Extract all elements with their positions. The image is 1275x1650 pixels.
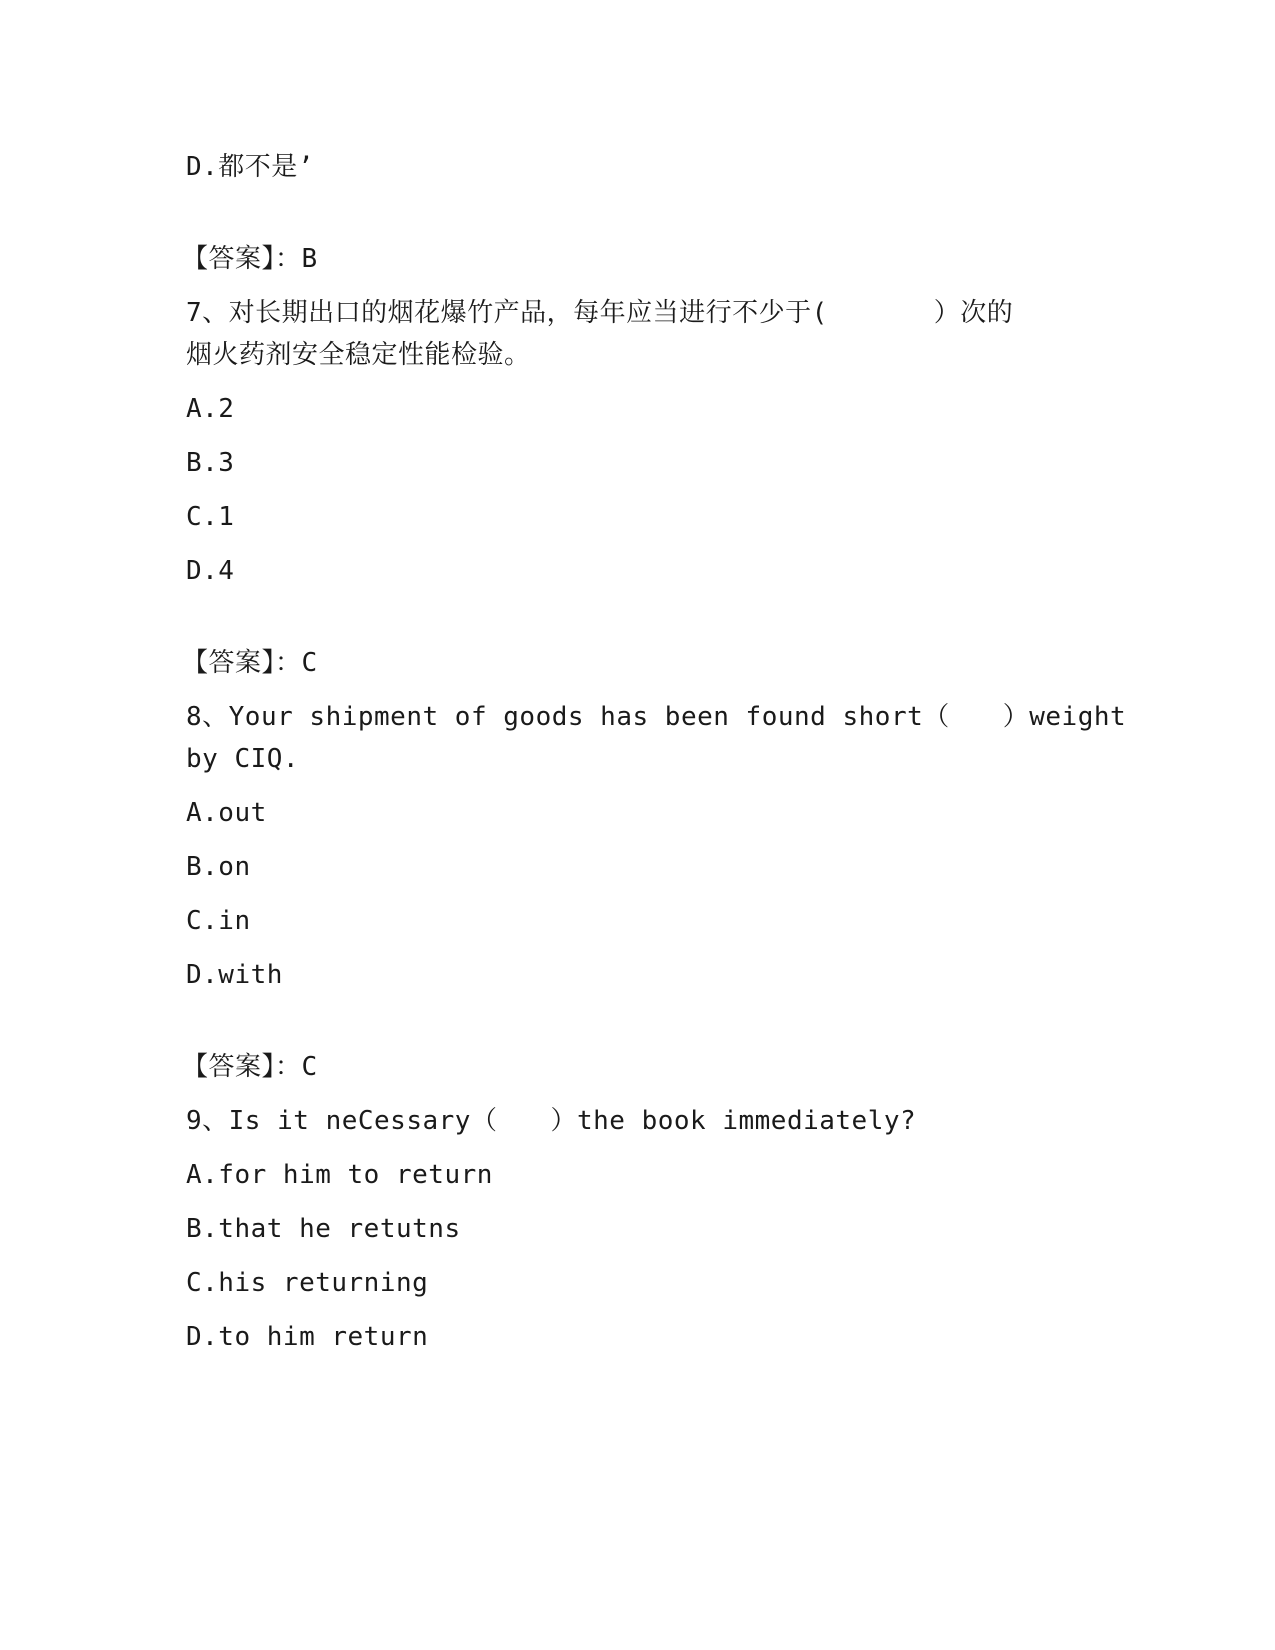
q8-stem-line2: by CIQ. [186, 744, 300, 774]
q9-option-d: D.to him return [186, 1322, 429, 1352]
q7-option-b: B.3 [186, 448, 235, 478]
q8-option-a: A.out [186, 798, 267, 828]
q8-answer: 【答案】：C [182, 1052, 318, 1082]
q7-stem-line2: 烟火药剂安全稳定性能检验。 [186, 340, 531, 370]
q7-answer: 【答案】：C [182, 648, 318, 678]
q8-option-c: C.in [186, 906, 251, 936]
q9-option-c: C.his returning [186, 1268, 429, 1298]
q9-option-b: B.that he retutns [186, 1214, 461, 1244]
q8-option-b: B.on [186, 852, 251, 882]
q8-option-d: D.with [186, 960, 283, 990]
q6-option-d: D.都不是’ [186, 152, 314, 182]
q7-option-c: C.1 [186, 502, 235, 532]
q9-option-a: A.for him to return [186, 1160, 493, 1190]
q8-stem-line1: 8、Your shipment of goods has been found short（ ）weight [186, 702, 1127, 732]
q9-stem-line1: 9、Is it neCessary（ ）the book immediately? [186, 1106, 917, 1136]
q6-answer: 【答案】：B [182, 244, 318, 274]
q7-option-a: A.2 [186, 394, 235, 424]
q7-stem-line1: 7、对长期出口的烟花爆竹产品，每年应当进行不少于( ）次的 [186, 298, 1014, 328]
q7-option-d: D.4 [186, 556, 235, 586]
